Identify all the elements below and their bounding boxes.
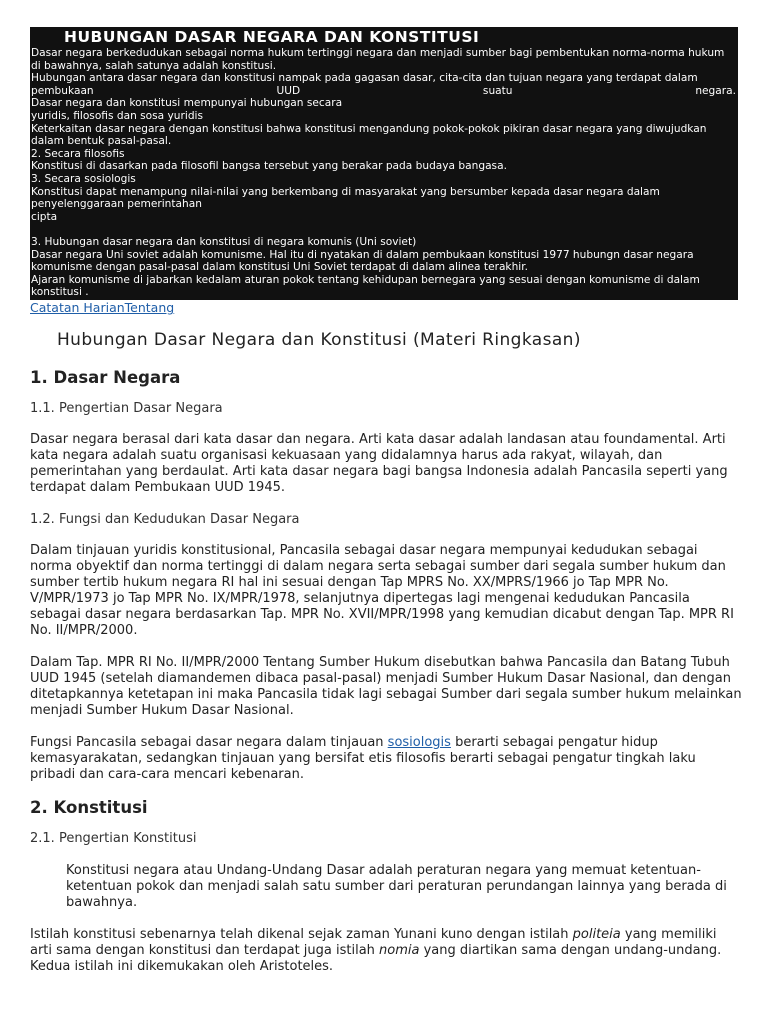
subsection-heading: 1.1. Pengertian Dasar Negara [30,401,223,416]
paragraph: Dasar negara berasal dari kata dasar dan negara. Arti kata dasar adalah landasan atau foundamental. Arti kata negara adalah suatu organisasi kekuasaan yang didalamnya harus ada rakyat, wilayah, dan pemerintahan yang berdaulat. Arti kata dasar negara bagi bangsa Indonesia adalah Pancasila seperti yang terdapat dalam Pembukaan UUD 1945. [30,432,728,495]
banner-line: yuridis, filosofis dan sosa yuridis [31,109,204,122]
paragraph [30,927,742,975]
italic-term: politeia [572,927,621,942]
banner-word: UUD [276,84,301,97]
banner-line: Dasar negara dan konstitusi mempunyai hubungan secara [31,97,343,110]
banner-line: Konstitusi dapat menampung nilai-nilai yang berkembang di masyarakat yang bersumber kepada dasar negara dalam penyelenggaraan pemerintahan [31,185,660,211]
banner-line: 3. Hubungan dasar negara dan konstitusi di negara komunis (Uni soviet) [31,235,417,248]
banner-line: Dasar negara berkedudukan sebagai norma hukum tertinggi negara dan menjadi sumber bagi pembentukan norma-norma hukum di bawahnya, salah satunya adalah konstitusi. [31,47,725,72]
paragraph-text: berarti sebagai pengatur hidup kemasyarakatan, sedangkan tinjauan yang bersifat etis filosofis berarti sebagai pengatur tingkah laku pribadi dan cara-cara mencari kebenaran. [30,735,696,782]
banner-line: Keterkaitan dasar negara dengan konstitusi bahwa konstitusi mengandung pokok-pokok pikiran dasar negara yang diwujudkan dalam bentuk pasal-pasal. [31,122,707,148]
article-title: Hubungan Dasar Negara dan Konstitusi (Materi Ringkasan) [57,330,581,350]
banner-line: 3. Secara sosiologis [31,172,136,185]
catatan-harian-link[interactable]: Catatan HarianTentang [30,300,175,315]
paragraph-text: yang memiliki arti sama dengan konstitusi dan terdapat juga istilah [30,927,717,958]
subsection-heading: 2.1. Pengertian Konstitusi [30,831,197,846]
paragraph-text: yang diartikan sama dengan undang-undang. Kedua istilah ini dikemukakan oleh Aristoteles. [30,943,722,974]
banner-line: Dasar negara Uni soviet adalah komunisme. Hal itu di nyatakan di dalam pembukaan konstitusi 1977 hubungn dasar negara komunisme dengan pasal-pasal dalam konstitusi Uni Soviet terdapat di dalam alinea terakhir. [31,248,694,274]
section-heading-dasar-negara: 1. Dasar Negara [30,368,181,387]
banner-title: HUBUNGAN DASAR NEGARA DAN KONSTITUSI [64,28,480,46]
paragraph: Dalam tinjauan yuridis konstitusional, Pancasila sebagai dasar negara mempunyai kedudukan sebagai norma obyektif dan norma tertinggi di dalam negara serta sebagai sumber dari segala sumber hukum dan sumber tertib hukum negara RI hal ini sesuai dengan Tap MPRS No. XX/MPRS/1966 jo Tap MPR No. V/MPR/1973 jo Tap MPR No. IX/MPR/1978, selanjutnya dipertegas lagi mengenai kedudukan Pancasila sebagai dasar negara berdasarkan Tap. MPR No. XVII/MPR/1998 yang kemudian dicabut dengan Tap. MPR RI No. II/MPR/2000. [30,543,734,638]
banner-line: cipta [31,210,58,223]
paragraph: Dalam Tap. MPR RI No. II/MPR/2000 Tentang Sumber Hukum disebutkan bahwa Pancasila dan Batang Tubuh UUD 1945 (setelah diamandemen dibaca pasal-pasal) menjadi Sumber Hukum Dasar Nasional, dan dengan ditetapkannya ketetapan ini maka Pancasila tidak lagi sebagai Sumber dari segala sumber hukum melainkan menjadi Sumber Hukum Dasar Nasional. [30,655,742,718]
banner-word: pembukaan [31,84,94,97]
banner-word: suatu [482,84,513,97]
paragraph: Konstitusi negara atau Undang-Undang Dasar adalah peraturan negara yang memuat ketentuan-ketentuan pokok dan menjadi salah satu sumber dari peraturan perundangan lainnya yang berada di bawahnya. [66,863,727,910]
section-heading-konstitusi: 2. Konstitusi [30,798,148,817]
banner-justified-line [31,85,736,98]
banner-word: negara. [695,84,736,97]
summary-banner [30,27,738,300]
banner-line: Hubungan antara dasar negara dan konstitusi nampak pada gagasan dasar, cita-cita dan tujuan negara yang terdapat dalam [31,72,698,85]
subsection-heading: 1.2. Fungsi dan Kedudukan Dasar Negara [30,512,300,527]
italic-term: nomia [379,943,420,958]
banner-line: Ajaran komunisme di jabarkan kedalam aturan pokok tentang kehidupan bernegara yang sesuai dengan komunisme di dalam konstitusi . [31,273,700,299]
banner-line: Konstitusi di dasarkan pada filosofil bangsa tersebut yang berakar pada budaya bangasa. [31,160,507,173]
paragraph-text: Istilah konstitusi sebenarnya telah dikenal sejak zaman Yunani kuno dengan istilah [30,927,573,942]
banner-spacer [31,223,736,236]
sosiologis-link[interactable]: sosiologis [387,735,451,750]
paragraph-text: Fungsi Pancasila sebagai dasar negara dalam tinjauan [30,735,388,750]
banner-line: 2. Secara filosofis [31,147,125,160]
paragraph [30,735,742,783]
banner-body [30,47,738,299]
